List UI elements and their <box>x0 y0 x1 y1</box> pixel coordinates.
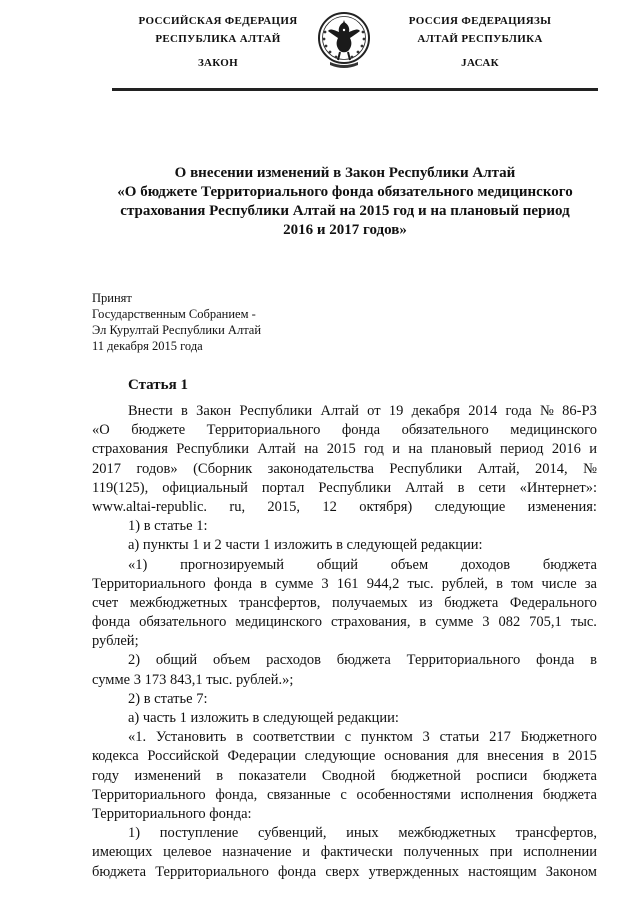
article-line: Территориального фонда в сумме 3 161 944,2 тыс. рублей, в том числе за <box>92 575 597 592</box>
article-line: 2) в статье 7: <box>128 690 208 707</box>
article-line: имеющих целевое назначение и фактически полученных при исполнении <box>92 844 597 861</box>
article-line: фонда обязательного медицинского страхования, в сумме 3 082 705,1 тыс. <box>92 614 597 631</box>
article-line: бюджета Территориального фонда сверх утвержденных настоящим Законом <box>92 863 597 880</box>
article-line: году изменений в показатели Сводной бюджетной росписи бюджета <box>92 767 597 784</box>
article-heading: Статья 1 <box>128 377 188 393</box>
law-title <box>80 164 610 240</box>
article-line: рублей; <box>92 633 139 650</box>
header-divider <box>112 88 598 91</box>
header-left-country: РОССИЙСКАЯ ФЕДЕРАЦИЯ <box>138 15 298 27</box>
adoption-line: Принят <box>92 291 132 305</box>
adoption-date: 11 декабря 2015 года <box>92 339 203 353</box>
title-line: 2016 и 2017 годов» <box>283 222 407 238</box>
header-left-doc-type: ЗАКОН <box>197 57 239 69</box>
article-line: а) часть 1 изложить в следующей редакции: <box>128 710 399 726</box>
article-line: Территориального фонда: <box>92 805 252 822</box>
article-line: сумме 3 173 843,1 тыс. рублей.»; <box>92 671 294 688</box>
article-line: «О бюджете Территориального фонда обязательного медицинского <box>92 422 597 439</box>
article-line: 2017 годов» (Сборник законодательства Республики Алтай, 2014, № <box>92 460 597 477</box>
header-left-republic: РЕСПУБЛИКА АЛТАЙ <box>155 33 281 45</box>
article-line: счет межбюджетных трансфертов, получаемых из бюджета Федерального <box>92 594 597 611</box>
article-line: кодекса Российской Федерации следующие основания для внесения в 2015 <box>92 748 597 765</box>
adoption-info <box>92 290 261 354</box>
title-line: страхования Республики Алтай на 2015 год и на плановый период <box>120 203 570 219</box>
header-right-doc-type: ЈАСАК <box>461 57 499 69</box>
article-line: 1) в статье 1: <box>128 518 208 535</box>
title-line: О внесении изменений в Закон Республики Алтай <box>174 165 516 181</box>
adoption-line: Эл Курултай Республики Алтай <box>92 323 262 337</box>
header-right-republic: АЛТАЙ РЕСПУБЛИКА <box>417 33 543 45</box>
coat-of-arms-icon <box>316 8 372 72</box>
article-line: «1. Установить в соответствии с пунктом 3 статьи 217 Бюджетного <box>128 729 597 746</box>
article-line: 2) общий объем расходов бюджета Территориального фонда в <box>128 652 597 669</box>
adoption-line: Государственным Собранием - <box>92 307 256 321</box>
article-line: 119(125), официальный портал Республики Алтай в сети «Интернет»: <box>92 479 597 496</box>
article-line: страхования Республики Алтай на 2015 год и на плановый период 2016 и <box>92 441 597 458</box>
article-line: Внести в Закон Республики Алтай от 19 декабря 2014 года № 86-РЗ <box>128 403 597 419</box>
title-line: «О бюджете Территориального фонда обязательного медицинского <box>117 184 573 200</box>
article-line: Территориального фонда, связанные с особенностями исполнения бюджета <box>92 786 597 803</box>
article-line: «1) прогнозируемый общий объем доходов бюджета <box>128 556 597 573</box>
article-line: а) пункты 1 и 2 части 1 изложить в следующей редакции: <box>128 537 483 554</box>
article-line: 1) поступление субвенций, иных межбюджетных трансфертов, <box>128 825 597 842</box>
header-right-country: РОССИЯ ФЕДЕРАЦИЯЗЫ <box>408 15 552 27</box>
article-body <box>92 402 597 882</box>
article-line: www.altai-republic. ru, 2015, 12 октября) следующие изменения: <box>92 498 597 515</box>
